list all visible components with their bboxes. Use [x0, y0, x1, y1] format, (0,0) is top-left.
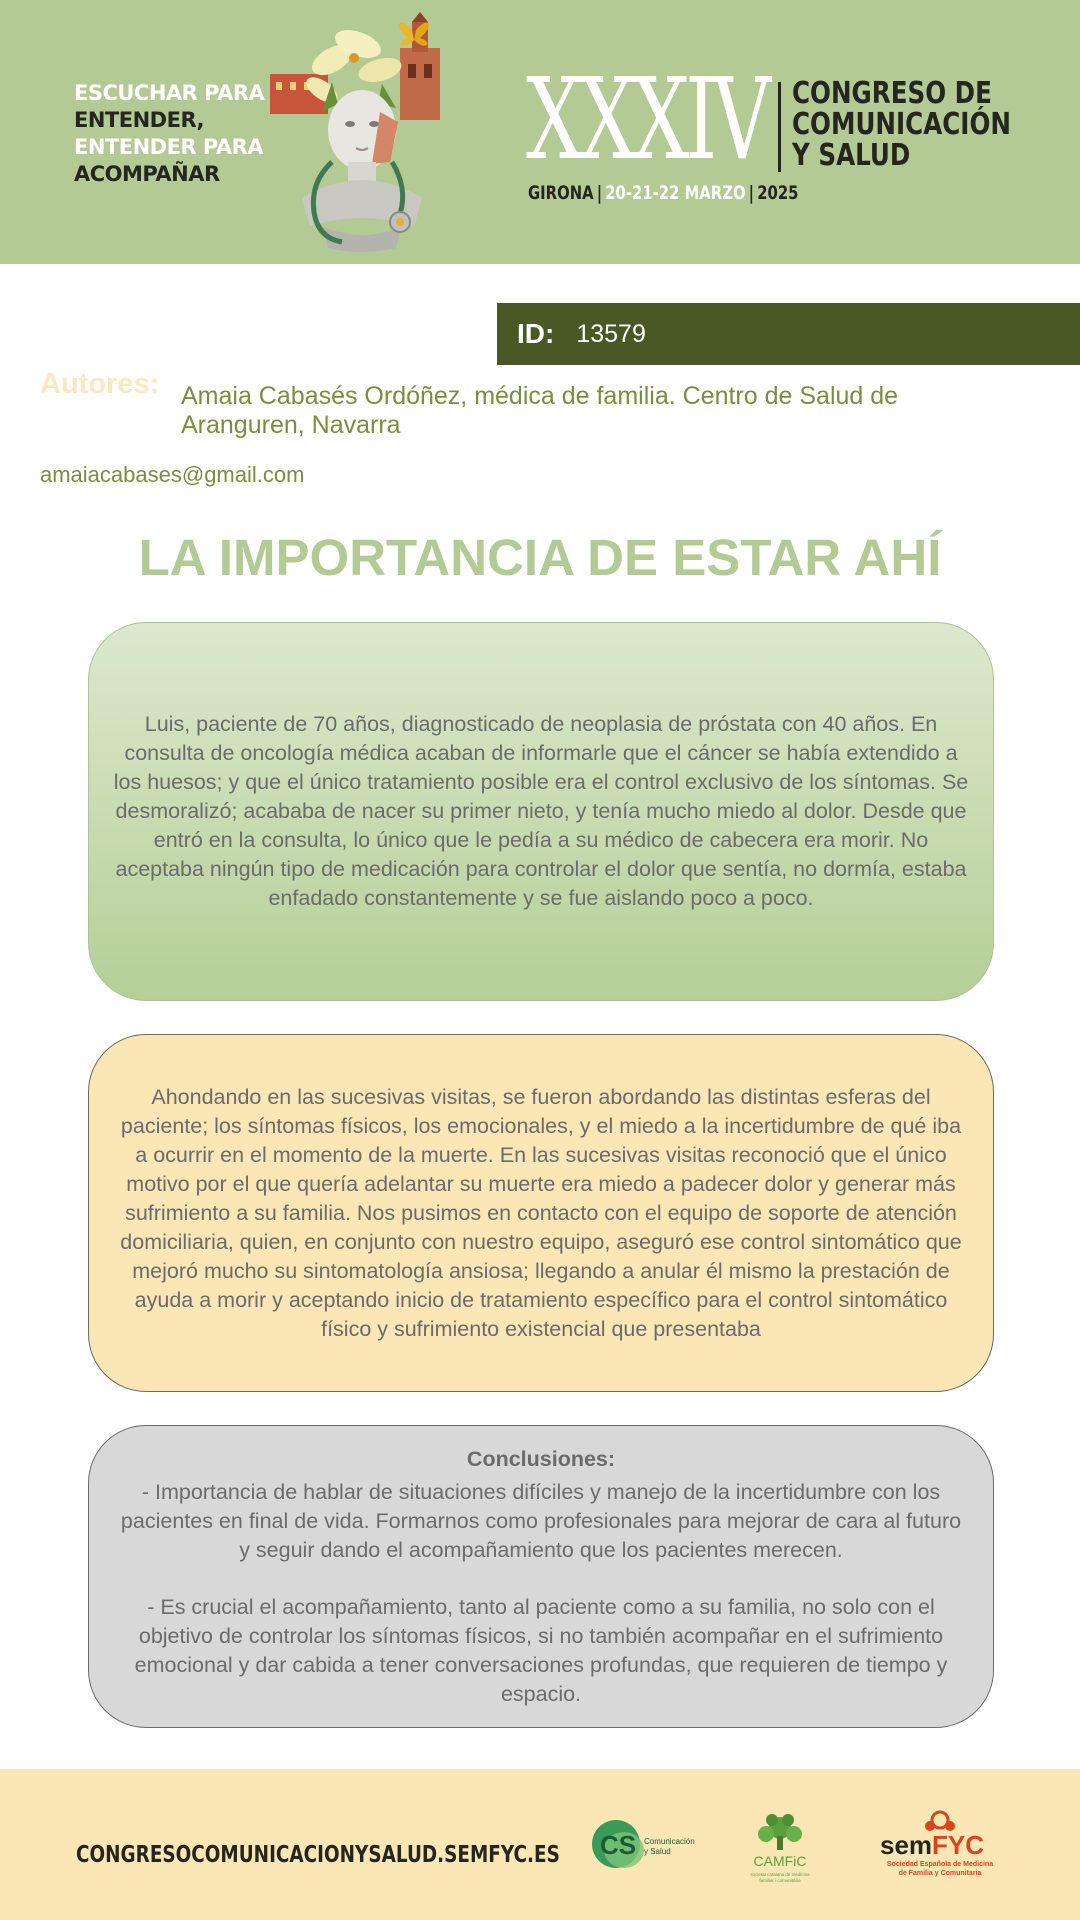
conclusions-box	[88, 1425, 994, 1728]
camfic-name: CAMFiC	[753, 1853, 807, 1869]
case-description-text: Luis, paciente de 70 años, diagnosticado de neoplasia de próstata con 40 años. En consulta de oncología médica acaban de informarle que el cáncer se había extendido a los huesos; y que el único tratamiento posible era el control exclusivo de los síntomas. Se desmoralizó; acababa de nacer su primer nieto, y tenía mucho miedo al dolor. Desde que entró en la consulta, lo único que le pedía a su médico de cabecera era morir. No aceptaba ningún tipo de medicación para controlar el dolor que sentía, no dormía, estaba enfadado constantemente y se fue aislando poco a poco.	[113, 712, 969, 910]
congress-title-line: CONGRESO DE	[792, 76, 992, 111]
conclusion-item: - Es crucial el acompañamiento, tanto al paciente como a su familia, no solo con el objetivo de controlar los síntomas físicos, si no también acompañar en el sufrimiento emocional y dar cabida a tener conversaciones profundas, que requieren de tiempo y espacio.	[134, 1594, 948, 1706]
case-description-box	[88, 622, 994, 1001]
author-email: amaiacabases@gmail.com	[40, 462, 305, 487]
camfic-line2: familiar i comunitària	[759, 1878, 801, 1883]
slogan-line: ENTENDER PARA	[74, 135, 264, 159]
year: 2025	[757, 182, 799, 204]
semfyc-name-a: sem	[880, 1830, 933, 1860]
conclusion-item: - Importancia de hablar de situaciones difíciles y manejo de la incertidumbre con los pacientes en final de vida. Formarnos como profesionales para mejorar de cara al futuro y seguir dando el acompañamiento que los pacientes merecen.	[120, 1479, 962, 1562]
svg-text:semFYC	[880, 1830, 984, 1860]
slogan-line: ENTENDER,	[74, 108, 204, 132]
comunicacion-salud-logo	[590, 1816, 700, 1872]
place-date: GIRONA | 20-21-22 MARZO | 2025	[528, 182, 799, 204]
bust-illustration	[262, 12, 462, 256]
congress-title-line: COMUNICACIÓN	[792, 107, 1011, 142]
dates: 20-21-22 MARZO	[605, 182, 746, 204]
slogan-line: ACOMPAÑAR	[74, 162, 220, 186]
semfyc-logo	[878, 1808, 1002, 1880]
congress-title	[792, 78, 1011, 171]
case-evolution-box	[88, 1034, 994, 1392]
cs-logo-line2: y Salud	[644, 1847, 671, 1856]
conclusions-title: Conclusiones:	[466, 1446, 616, 1471]
slogan-line: ESCUCHAR PARA	[74, 81, 265, 105]
semfyc-line2: de Familia y Comunitaria	[898, 1870, 982, 1877]
id-label: ID:	[517, 318, 555, 349]
id-bar	[497, 303, 1080, 365]
id-value: 13579	[576, 319, 646, 348]
camfic-logo	[748, 1810, 812, 1888]
cs-logo-line1: Comunicación	[644, 1837, 695, 1846]
page-title: LA IMPORTANCIA DE ESTAR AHÍ	[138, 529, 942, 586]
website-link[interactable]: CONGRESOCOMUNICACIONYSALUD.SEMFYC.ES	[76, 1842, 560, 1868]
city: GIRONA	[528, 182, 594, 204]
slogan	[74, 80, 264, 188]
semfyc-line1: Sociedad Española de Medicina	[886, 1861, 994, 1868]
header-banner	[0, 0, 1080, 264]
cs-logo-mark: CS	[600, 1830, 637, 1860]
header-divider	[778, 82, 781, 172]
case-evolution-text: Ahondando en las sucesivas visitas, se fueron abordando las distintas esferas del paciente; los síntomas físicos, los emocionales, y el miedo a la incertidumbre de qué iba a ocurrir en el momento de la muerte. En las sucesivas visitas reconoció que el único motivo por el que quería adelantar su muerte era miedo a padecer dolor y generar más sufrimiento a su familia. Nos pusimos en contacto con el equipo de soporte de atención domiciliaria, quien, en conjunto con nuestro equipo, aseguró ese control sintomático que mejoró mucho su sintomatología ansiosa; llegando a anular él mismo la prestación de ayuda a morir y aceptando inicio de tratamiento específico para el control sintomático físico y sufrimiento existencial que presentaba	[120, 1084, 962, 1341]
congress-title-line: Y SALUD	[792, 138, 911, 173]
camfic-line1: societat catalana de medicina	[750, 1872, 810, 1877]
edition-number: XXXIV	[526, 55, 767, 185]
authors-text: Amaia Cabasés Ordóñez, médica de familia. Centro de Salud de Aranguren, Navarra	[181, 382, 899, 439]
semfyc-name-b: FYC	[932, 1830, 985, 1860]
authors-label: Autores:	[40, 368, 160, 400]
